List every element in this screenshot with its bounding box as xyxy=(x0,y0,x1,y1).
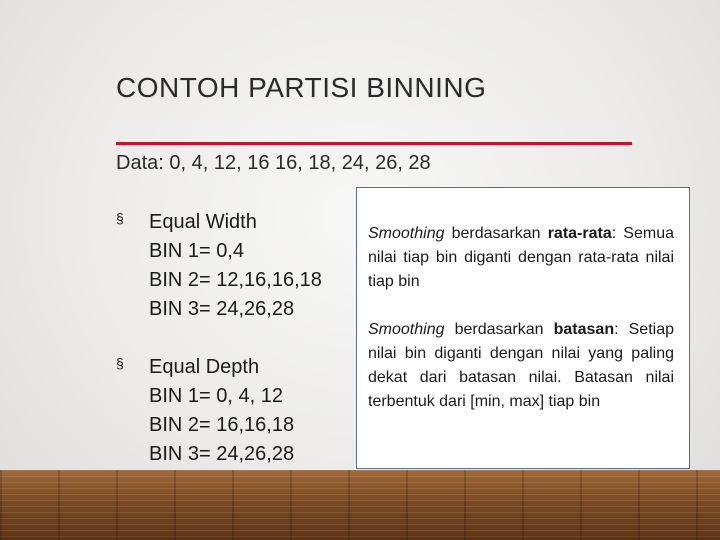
note-boundary-strong: batasan xyxy=(553,321,615,338)
equal-depth-bin-2: BIN 2= 16,16,18 xyxy=(149,414,295,436)
equal-depth-bin-3: BIN 3= 24,26,28 xyxy=(149,443,295,465)
equal-width-bin-2: BIN 2= 12,16,16,18 xyxy=(149,269,322,291)
slide-title: CONTOH PARTISI BINNING xyxy=(116,72,487,103)
bullet-icon: § xyxy=(116,355,124,371)
note-mean-pre: berdasarkan xyxy=(444,225,548,242)
note-boundary-pre: berdasarkan xyxy=(444,321,554,338)
equal-width-bin-1: BIN 1= 0,4 xyxy=(149,240,245,262)
note-mean-strong: rata-rata xyxy=(547,225,612,242)
note-mean-text: : Semua nilai tiap bin diganti dengan rata-rata nilai tiap bin xyxy=(368,225,674,290)
note-boundary-em: Smoothing xyxy=(368,321,445,338)
equal-depth-bin-1: BIN 1= 0, 4, 12 xyxy=(149,385,283,407)
bullet-icon: § xyxy=(116,210,124,226)
equal-width-bin-3: BIN 3= 24,26,28 xyxy=(149,298,295,320)
wood-floor-decoration xyxy=(0,470,720,540)
data-line: Data: 0, 4, 12, 16 16, 18, 24, 26, 28 xyxy=(116,152,431,174)
note-boundary-text: : Setiap nilai bin diganti dengan nilai yang paling dekat dari batasan nilai. Batasan nilai terbentuk dari [min, max] tiap bin xyxy=(368,321,674,410)
equal-width-heading: Equal Width xyxy=(149,211,257,233)
equal-depth-heading: Equal Depth xyxy=(149,356,260,378)
note-mean xyxy=(368,222,674,294)
note-boundary xyxy=(368,318,674,414)
note-mean-em: Smoothing xyxy=(368,225,445,242)
title-underline xyxy=(116,142,632,145)
